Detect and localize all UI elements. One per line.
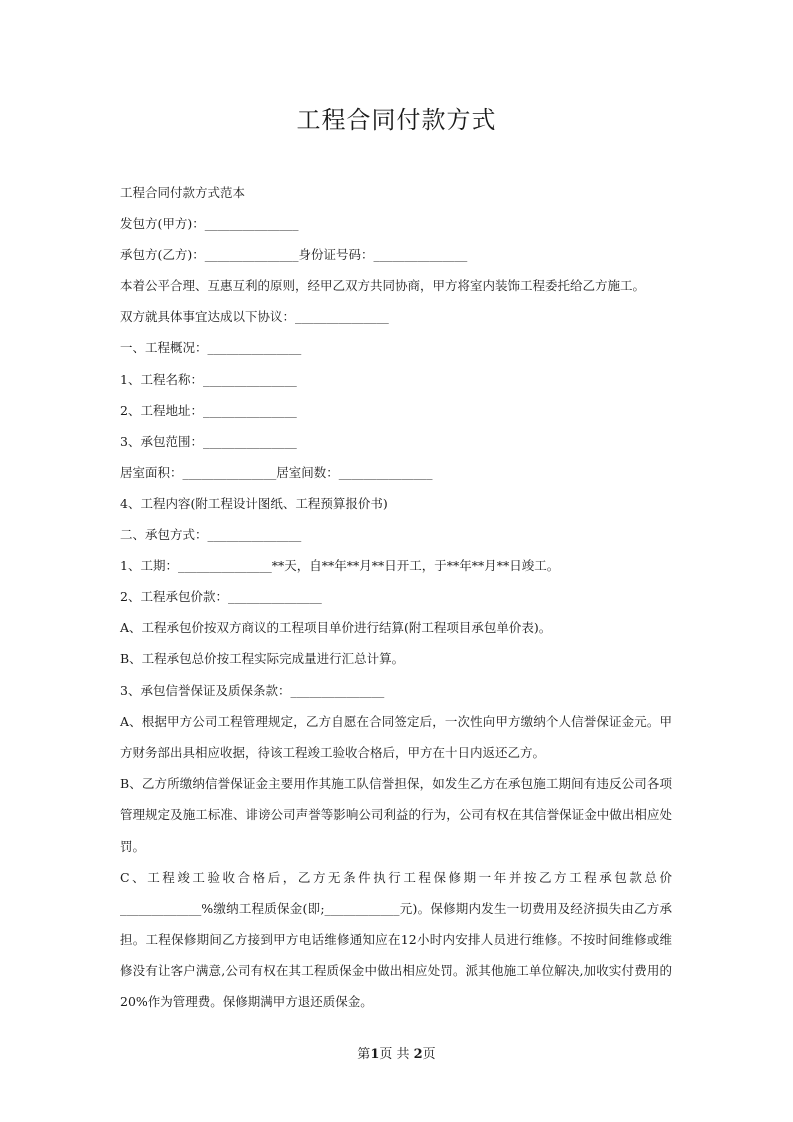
clause-b-price-line: B、工程承包总价按工程实际完成量进行汇总计算。 <box>120 651 405 667</box>
clause-a-price-line: A、工程承包价按双方商议的工程项目单价进行结算(附工程项目承包单价表)。 <box>120 620 552 636</box>
project-name-line: 1、工程名称：_______________ <box>120 371 297 387</box>
section-1-heading: 一、工程概况：_______________ <box>120 340 302 356</box>
page-suffix: 页 <box>422 1047 436 1062</box>
guarantee-paragraph-c: C、工程竣工验收合格后，乙方无条件执行工程保修期一年并按乙方工程承包款总价_____________%缴纳工程质保金(即;____________元)。保修期内发生一切费用及经济损失由乙方承担。工程保修期间乙方接到甲方电话维修通知应在12小时内安排人员进行维修。不按时间维修或维修没有让客户满意,公司有权在其工程质保金中做出相应处罚。派其他施工单位解决,加收实付费用的20%作为管理费。保修期满甲方退还质保金。 <box>120 869 672 1010</box>
guarantee-heading: 3、承包信誉保证及质保条款：_______________ <box>120 682 385 698</box>
page-current: 1 <box>370 1047 380 1062</box>
agreement-line: 双方就具体事宜达成以下协议：_______________ <box>120 309 389 325</box>
subtitle: 工程合同付款方式范本 <box>120 185 246 200</box>
duration-line: 1、工期：_______________**天，自**年**月**日开工，于**年**月**日竣工。 <box>120 558 560 574</box>
scope-line: 3、承包范围：_______________ <box>120 433 297 449</box>
page-mid: 页 共 <box>379 1047 414 1062</box>
document-body <box>120 184 672 1024</box>
page-total: 2 <box>413 1047 423 1062</box>
party-b-line: 承包方(乙方)：_______________身份证号码：_______________ <box>120 247 468 263</box>
project-content-line: 4、工程内容(附工程设计图纸、工程预算报价书) <box>120 495 388 511</box>
guarantee-paragraph-a: A、根据甲方公司工程管理规定，乙方自愿在合同签定后，一次性向甲方缴纳个人信誉保证金元。甲方财务部出具相应收据，待该工程竣工验收合格后，甲方在十日内返还乙方。 <box>120 714 672 761</box>
party-a-line: 发包方(甲方)：_______________ <box>120 216 299 232</box>
guarantee-paragraph-b: B、乙方所缴纳信誉保证金主要用作其施工队信誉担保，如发生乙方在承包施工期间有违反公司各项管理规定及施工标准、诽谤公司声誉等影响公司利益的行为，公司有权在其信誉保证金中做出相应处罚。 <box>120 776 672 854</box>
document-title: 工程合同付款方式 <box>296 106 497 134</box>
project-address-line: 2、工程地址：_______________ <box>120 402 297 418</box>
contract-price-line: 2、工程承包价款：_______________ <box>120 589 322 605</box>
page-prefix: 第 <box>357 1047 371 1062</box>
area-rooms-line: 居室面积：_______________居室间数：_______________ <box>120 464 433 480</box>
section-2-heading: 二、承包方式：_______________ <box>120 527 302 543</box>
page-footer <box>0 1043 793 1062</box>
intro-line: 本着公平合理、互惠互利的原则，经甲乙双方共同协商，甲方将室内装饰工程委托给乙方施工。 <box>120 278 646 294</box>
